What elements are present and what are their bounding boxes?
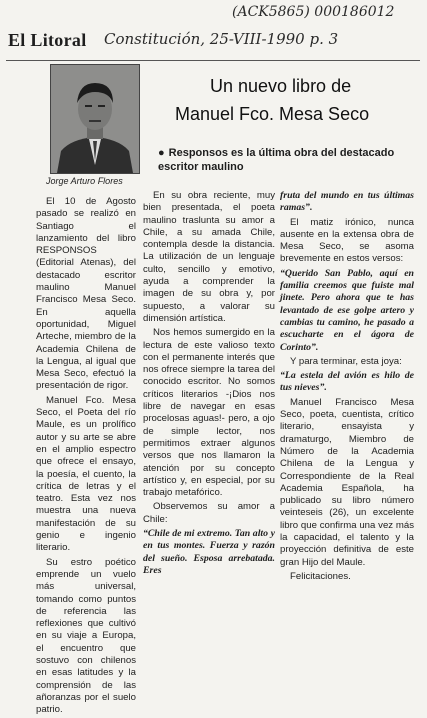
poem-quote: “Querido San Pablo, aquí en familia creemos que fuiste mal jinete. Pero ahora que te has levantado de ese golpe artero y cambias tu camino, he pasado a escucharte en el ágora de Corinto”. bbox=[280, 267, 414, 353]
author-photo bbox=[50, 64, 140, 174]
poem-quote: fruta del mundo en tus últimas ramas”. bbox=[280, 190, 414, 214]
subheadline-text: Responsos es la última obra del destacado escritor maulino bbox=[158, 147, 395, 173]
article-column-1 bbox=[36, 196, 136, 718]
headline-line-2: Manuel Fco. Mesa Seco bbox=[175, 104, 370, 124]
poem-quote: “Chile de mi extremo. Tan alto y en tus montes. Fuerza y razón del sueño. Esposa arrebatada. Eres bbox=[143, 528, 275, 576]
paragraph: En su obra reciente, muy bien presentada, el poeta maulino traslunta su amor a Chile, a su amada Chile, contempla desde la distancia. La utilización de un lenguaje culto, sencillo y emotivo, ayuda a comprender la imagen de su obra y, por supuesto, a valorar su dimensión artística. bbox=[143, 190, 275, 324]
bullet-icon: ● bbox=[158, 147, 165, 159]
newspaper-masthead: El Litoral bbox=[8, 30, 87, 50]
paragraph: Manuel Francisco Mesa Seco, poeta, cuentista, crítico literario, ensayista y dramaturgo, Miembro de Número de la Academia Chilena de la Lengua y Correspondiente de la Real Academia Española, ha publicado su libro número veinteseis (26), un excelente libro que confirma una vez más la capacidad, el talento y la proyección definitiva de este gran Hijo del Maule. bbox=[280, 396, 414, 568]
paragraph: Y para terminar, esta joya: bbox=[290, 355, 402, 367]
handwritten-archive-id: (ACK5865) 000186012 bbox=[232, 4, 395, 20]
paragraph: El matiz irónico, nunca ausente en la extensa obra de Mesa Seco, se asoma brevemente en estos versos: bbox=[280, 216, 414, 265]
paragraph: Felicitaciones. bbox=[290, 570, 351, 582]
paragraph: Observemos su amor a Chile: bbox=[143, 501, 275, 525]
article-column-2 bbox=[143, 190, 275, 579]
headline-line-1: Un nuevo libro de bbox=[210, 76, 352, 96]
paragraph: Manuel Fco. Mesa Seco, el Poeta del río Maule, es un prolífico autor y su arte se abre en el amplio espectro que ofrece el ensayo, la poesía, el cuento, la crítica de letras y el teatro. Esta vez nos muestra una nueva manifestación de su genio e ingenio literario. bbox=[36, 394, 136, 554]
article-column-3 bbox=[280, 190, 414, 585]
poem-quote: “La estela del avión es hilo de tus nieves”. bbox=[280, 370, 414, 394]
subheadline bbox=[158, 146, 420, 174]
photo-caption: Jorge Arturo Flores bbox=[46, 176, 123, 186]
paragraph: Nos hemos sumergido en la lectura de este valioso texto con el permanente interés que nos ofrece siempre la tarea del conocido escritor. No somos críticos literarios -¡Dios nos libre de navegar en esas procelosas aguas!- pero, a ojo de simple lector, nos permitimos extraer algunos versos que nos llamaron la atención por su concepto artístico y, en especial, por su trabajo metafórico. bbox=[143, 327, 275, 499]
paragraph: Su estro poético emprende un vuelo más universal, tomando como puntos de referencia las reflexiones que cultivó en su viaje a Europa, el encuentro que sostuvo con chilenos en esas latitudes y la comprensión de las añoranzas por el suelo patrio. bbox=[36, 556, 136, 716]
portrait-image bbox=[51, 65, 139, 173]
handwritten-source-note: Constitución, 25-VIII-1990 p. 3 bbox=[104, 30, 339, 48]
paragraph: El 10 de Agosto pasado se realizó en Santiago el lanzamiento del libro RESPONSOS (Editorial Atenas), del destacado escritor maulino Manuel Francisco Mesa Seco. En aquella oportunidad, Miguel Arteche, miembro de la Academia Chilena de la Lengua, al igual que Mesa Seco, efectuó la presentación de rigor. bbox=[36, 196, 136, 392]
header-rule bbox=[6, 60, 420, 61]
